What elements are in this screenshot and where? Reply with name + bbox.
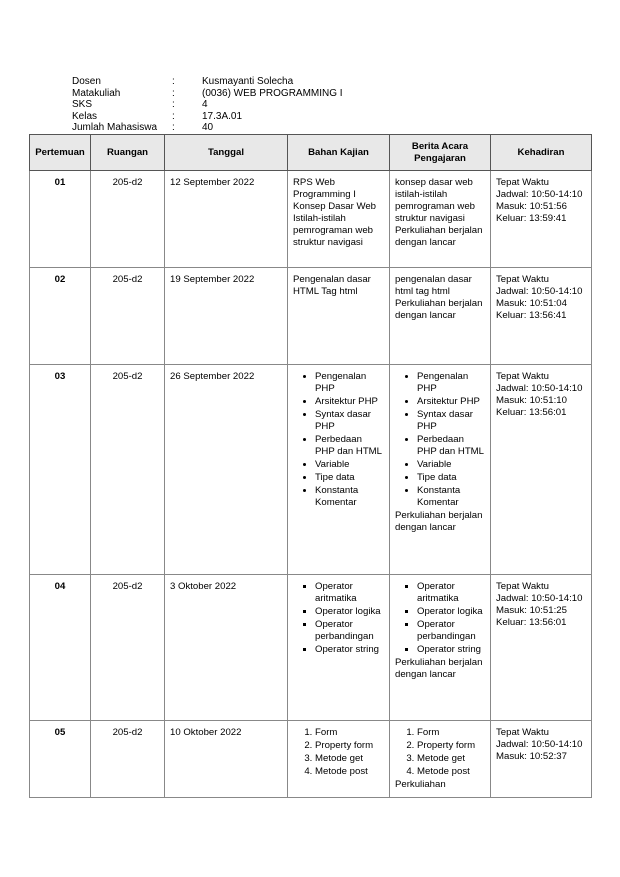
cell-ruangan: 205-d2 <box>91 365 165 575</box>
table-row <box>30 721 592 798</box>
info-row-kelas <box>72 111 343 123</box>
berita-note: Perkuliahan <box>395 779 446 790</box>
attendance-table <box>29 134 592 798</box>
info-row-dosen <box>72 76 343 88</box>
berita-note: Perkuliahan berjalan dengan lancar <box>395 657 483 680</box>
cell-kehadiran: Tepat Waktu Jadwal: 10:50-14:10 Masuk: 10:51:04 Keluar: 13:56:41 <box>491 268 592 365</box>
list-item: 4. Metode post <box>315 766 384 778</box>
cell-tanggal: 19 September 2022 <box>165 268 288 365</box>
list-item: • Syntax dasar PHP <box>417 409 485 433</box>
cell-ruangan: 205-d2 <box>91 268 165 365</box>
list-item: • Tipe data <box>315 472 384 484</box>
cell-ruangan: 205-d2 <box>91 171 165 268</box>
cell-bahan-kajian <box>288 721 390 798</box>
info-colon: : <box>172 122 175 133</box>
list-item: ▪ Operator logika <box>315 606 384 618</box>
header-berita-acara: Berita Acara Pengajaran <box>390 135 491 171</box>
list-item: ▪ Operator perbandingan <box>315 619 384 643</box>
berita-note: Perkuliahan berjalan dengan lancar <box>395 510 483 533</box>
cell-pertemuan: 04 <box>30 575 91 721</box>
list-item: ▪ Operator string <box>417 644 485 656</box>
list-item: 1. Form <box>417 727 485 739</box>
list-item: ▪ Operator aritmatika <box>417 581 485 605</box>
info-colon: : <box>172 110 175 122</box>
header-ruangan: Ruangan <box>91 135 165 171</box>
list-item: 1. Form <box>315 727 384 739</box>
list-item: ▪ Operator logika <box>417 606 485 618</box>
list-item: • Pengenalan PHP <box>315 371 384 395</box>
info-colon: : <box>172 99 175 110</box>
cell-pertemuan: 01 <box>30 171 91 268</box>
table-row <box>30 171 592 268</box>
list-item: • Arsitektur PHP <box>417 396 485 408</box>
table-row <box>30 268 592 365</box>
cell-bahan-kajian <box>288 365 390 575</box>
berita-list <box>395 581 485 656</box>
berita-list <box>395 371 485 509</box>
cell-berita-acara <box>390 365 491 575</box>
list-item: • Arsitektur PHP <box>315 396 384 408</box>
cell-berita-acara: konsep dasar web istilah-istilah pemrograman web struktur navigasi Perkuliahan berjalan dengan lancar <box>390 171 491 268</box>
info-label: Jumlah Mahasiswa <box>72 122 158 133</box>
cell-pertemuan: 02 <box>30 268 91 365</box>
info-value: 17.3A.01 <box>202 110 243 122</box>
info-row-sks <box>72 99 343 111</box>
list-item: • Perbedaan PHP dan HTML <box>417 434 485 458</box>
bahan-list <box>293 581 384 656</box>
list-item: • Pengenalan PHP <box>417 371 485 395</box>
bahan-list <box>293 727 384 778</box>
table-row <box>30 575 592 721</box>
header-tanggal: Tanggal <box>165 135 288 171</box>
info-value: 4 <box>202 99 208 110</box>
bahan-list <box>293 371 384 509</box>
info-colon: : <box>172 76 175 87</box>
cell-berita-acara: pengenalan dasar html tag html Perkuliahan berjalan dengan lancar <box>390 268 491 365</box>
list-item: 3. Metode get <box>315 753 384 765</box>
list-item: ▪ Operator perbandingan <box>417 619 485 643</box>
info-value: Kusmayanti Solecha <box>202 76 294 87</box>
list-item: • Perbedaan PHP dan HTML <box>315 434 384 458</box>
info-label: Matakuliah <box>72 87 121 99</box>
cell-kehadiran: Tepat Waktu Jadwal: 10:50-14:10 Masuk: 10:52:37 <box>491 721 592 798</box>
info-label: SKS <box>72 99 93 110</box>
list-item: 3. Metode get <box>417 753 485 765</box>
cell-pertemuan: 03 <box>30 365 91 575</box>
list-item: • Konstanta Komentar <box>417 485 485 509</box>
cell-kehadiran: Tepat Waktu Jadwal: 10:50-14:10 Masuk: 10:51:25 Keluar: 13:56:01 <box>491 575 592 721</box>
cell-pertemuan: 05 <box>30 721 91 798</box>
cell-tanggal: 10 Oktober 2022 <box>165 721 288 798</box>
header-kehadiran: Kehadiran <box>491 135 592 171</box>
list-item: • Variable <box>417 459 485 471</box>
cell-tanggal: 3 Oktober 2022 <box>165 575 288 721</box>
cell-ruangan: 205-d2 <box>91 575 165 721</box>
cell-kehadiran: Tepat Waktu Jadwal: 10:50-14:10 Masuk: 10:51:10 Keluar: 13:56:01 <box>491 365 592 575</box>
course-info <box>72 76 343 134</box>
info-colon: : <box>172 87 175 99</box>
list-item: • Variable <box>315 459 384 471</box>
cell-tanggal: 12 September 2022 <box>165 171 288 268</box>
list-item: ▪ Operator string <box>315 644 384 656</box>
cell-ruangan: 205-d2 <box>91 721 165 798</box>
list-item: 2. Property form <box>315 740 384 752</box>
list-item: ▪ Operator aritmatika <box>315 581 384 605</box>
list-item: 2. Property form <box>417 740 485 752</box>
berita-list <box>395 727 485 778</box>
list-item: • Syntax dasar PHP <box>315 409 384 433</box>
info-row-jumlah-mahasiswa <box>72 122 343 134</box>
cell-berita-acara <box>390 721 491 798</box>
header-pertemuan: Pertemuan <box>30 135 91 171</box>
cell-berita-acara <box>390 575 491 721</box>
info-value: 40 <box>202 122 214 133</box>
list-item: • Tipe data <box>417 472 485 484</box>
cell-tanggal: 26 September 2022 <box>165 365 288 575</box>
info-label: Dosen <box>72 76 101 87</box>
table-header-row <box>30 135 592 171</box>
list-item: • Konstanta Komentar <box>315 485 384 509</box>
cell-bahan-kajian: RPS Web Programming I Konsep Dasar Web Istilah-istilah pemrograman web struktur navigasi <box>288 171 390 268</box>
header-bahan-kajian: Bahan Kajian <box>288 135 390 171</box>
cell-bahan-kajian: Pengenalan dasar HTML Tag html <box>288 268 390 365</box>
info-row-matakuliah <box>72 88 343 100</box>
info-label: Kelas <box>72 110 98 122</box>
info-value: (0036) WEB PROGRAMMING I <box>202 87 343 99</box>
table-row <box>30 365 592 575</box>
list-item: 4. Metode post <box>417 766 485 778</box>
cell-bahan-kajian <box>288 575 390 721</box>
cell-kehadiran: Tepat Waktu Jadwal: 10:50-14:10 Masuk: 10:51:56 Keluar: 13:59:41 <box>491 171 592 268</box>
